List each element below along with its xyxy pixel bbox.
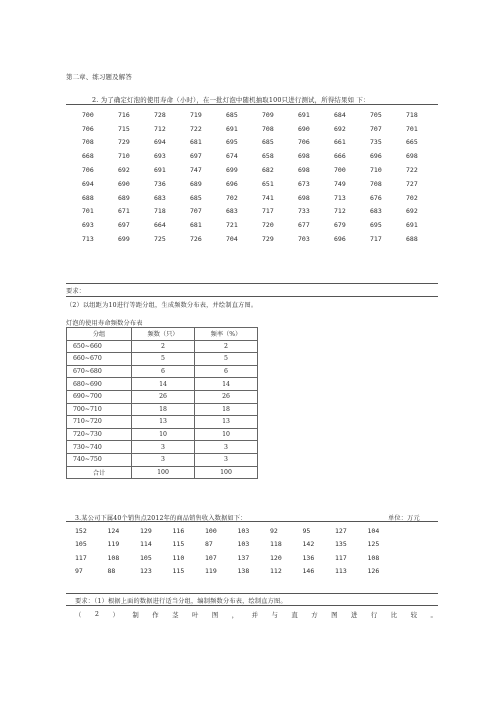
data-cell: 720 — [262, 221, 274, 230]
data-bottom-rule — [66, 283, 438, 284]
data-cell: 114 — [140, 540, 152, 549]
data-cell: 719 — [190, 110, 202, 119]
data-cell: 105 — [140, 553, 152, 562]
spread-char: 与 — [271, 611, 278, 619]
sales-data-row — [75, 538, 400, 552]
data-cell: 712 — [334, 207, 346, 216]
data-cell: 725 — [154, 235, 166, 244]
data-cell: 722 — [190, 124, 202, 133]
data-cell: 124 — [107, 526, 120, 535]
group-cell: 660~670 — [67, 353, 132, 366]
table-row — [67, 428, 258, 441]
data-cell: 694 — [82, 179, 94, 188]
data-cell: 747 — [190, 166, 202, 175]
data-cell: 706 — [82, 124, 94, 133]
data-cell: 152 — [75, 526, 87, 535]
table-row — [67, 441, 258, 454]
data-cell: 708 — [370, 179, 382, 188]
lifespan-data-row — [82, 232, 442, 246]
data-cell: 705 — [370, 110, 382, 119]
data-cell: 683 — [154, 193, 166, 202]
data-cell: 700 — [334, 166, 346, 175]
spread-char: 2 — [94, 610, 99, 618]
spread-char: （ — [75, 611, 82, 619]
data-cell: 692 — [118, 166, 130, 175]
sales-bottom-rule — [66, 593, 438, 594]
percent-cell: 10 — [195, 428, 258, 441]
data-cell: 676 — [370, 193, 382, 202]
data-cell: 689 — [190, 179, 202, 188]
data-cell: 684 — [334, 110, 346, 119]
data-cell: 693 — [82, 221, 94, 230]
question-2-subtask-2: （2）以组距为10进行等距分组，生成频数分布表，并绘制直方图。 — [66, 302, 258, 309]
lifespan-data-row — [82, 149, 442, 163]
data-cell: 727 — [406, 179, 418, 188]
data-cell: 741 — [262, 193, 274, 202]
data-cell: 119 — [107, 540, 120, 549]
data-cell: 115 — [172, 540, 185, 549]
data-cell: 688 — [82, 193, 94, 202]
spread-char: 比 — [390, 611, 398, 619]
data-cell: 100 — [205, 526, 217, 535]
data-cell: 733 — [298, 207, 310, 216]
data-cell: 681 — [190, 138, 202, 147]
data-cell: 673 — [298, 179, 310, 188]
data-cell: 716 — [118, 110, 130, 119]
data-cell: 95 — [302, 526, 311, 535]
lifespan-data-grid — [82, 108, 442, 246]
data-cell: 708 — [262, 124, 274, 133]
table-row — [67, 416, 258, 429]
data-cell: 749 — [334, 179, 346, 188]
data-cell: 664 — [154, 221, 166, 230]
data-cell: 693 — [154, 152, 166, 161]
data-cell: 696 — [334, 235, 346, 244]
lifespan-data-row — [82, 177, 442, 191]
requirement-label: 要求： — [66, 288, 86, 295]
data-cell: 701 — [82, 207, 94, 216]
data-cell: 696 — [226, 179, 238, 188]
requirement-rule — [66, 296, 438, 297]
header-percent: 频率（%） — [195, 328, 258, 341]
frequency-table-title: 灯泡的使用寿命频数分布表 — [66, 320, 143, 327]
data-cell: 117 — [335, 553, 347, 562]
data-cell: 138 — [237, 567, 250, 576]
data-cell: 698 — [298, 152, 310, 161]
data-cell: 142 — [302, 540, 315, 549]
total-label-cell: 合计 — [67, 466, 132, 479]
data-cell: 691 — [406, 221, 418, 230]
data-cell: 707 — [370, 124, 382, 133]
total-count-cell: 100 — [132, 466, 195, 479]
data-cell: 104 — [367, 526, 380, 535]
count-cell: 3 — [132, 441, 195, 454]
table-total-row — [67, 466, 258, 479]
data-cell: 119 — [205, 567, 217, 576]
table-row — [67, 340, 258, 353]
data-cell: 92 — [270, 526, 278, 535]
data-cell: 108 — [107, 553, 120, 562]
data-cell: 706 — [298, 138, 310, 147]
group-cell: 700~710 — [67, 403, 132, 416]
spread-char: 作 — [152, 611, 159, 619]
count-cell: 5 — [132, 353, 195, 366]
data-cell: 691 — [298, 110, 310, 119]
frequency-table — [66, 327, 258, 479]
data-cell: 699 — [226, 166, 238, 175]
question-3-subtask-2 — [75, 610, 437, 619]
data-cell: 736 — [154, 179, 166, 188]
lifespan-data-row — [82, 205, 442, 219]
data-cell: 137 — [237, 553, 250, 562]
data-cell: 682 — [262, 166, 274, 175]
unit-label: 单位：万元 — [388, 515, 420, 522]
data-cell: 135 — [335, 540, 347, 549]
group-cell: 710~720 — [67, 416, 132, 429]
data-cell: 692 — [406, 207, 418, 216]
lifespan-data-row — [82, 108, 442, 122]
table-row — [67, 453, 258, 466]
count-cell: 6 — [132, 365, 195, 378]
data-cell: 702 — [226, 193, 238, 202]
percent-cell: 13 — [195, 416, 258, 429]
data-cell: 712 — [154, 124, 166, 133]
data-cell: 717 — [262, 207, 274, 216]
data-cell: 685 — [262, 138, 274, 147]
data-cell: 129 — [140, 526, 152, 535]
spread-char: 方 — [311, 611, 318, 619]
percent-cell: 3 — [195, 453, 258, 466]
group-cell: 650~660 — [67, 340, 132, 353]
data-cell: 108 — [367, 553, 380, 562]
data-cell: 698 — [406, 152, 418, 161]
question-2-prompt: 2. 为了确定灯泡的使用寿命（小时），在一批灯泡中随机抽取100只进行测试，所得结果如 下： — [92, 96, 370, 104]
count-cell: 14 — [132, 378, 195, 391]
lifespan-data-row — [82, 218, 442, 232]
data-cell: 701 — [406, 124, 418, 133]
data-cell: 666 — [334, 152, 346, 161]
data-top-rule — [66, 104, 438, 105]
spread-char: 较 — [410, 611, 417, 619]
sales-data-row — [75, 524, 400, 538]
data-cell: 658 — [262, 152, 274, 161]
data-cell: 120 — [270, 553, 282, 562]
data-cell: 681 — [190, 221, 202, 230]
table-row — [67, 353, 258, 366]
spread-char: 。 — [430, 611, 437, 619]
sales-data-grid — [75, 524, 400, 578]
data-cell: 126 — [367, 567, 380, 576]
group-cell: 690~700 — [67, 390, 132, 403]
data-cell: 690 — [298, 124, 310, 133]
data-cell: 674 — [226, 152, 238, 161]
data-cell: 697 — [190, 152, 202, 161]
question-3-prompt: 3.某公司下属40个销售点2012年的商品销售收入数据如下： — [75, 515, 247, 522]
data-cell: 112 — [270, 567, 282, 576]
data-cell: 146 — [302, 567, 315, 576]
count-cell: 18 — [132, 403, 195, 416]
section-header: 第二章、练习题及解答 — [66, 73, 132, 81]
data-cell: 688 — [406, 235, 418, 244]
spread-char: 茎 — [172, 611, 179, 619]
spread-char: ） — [112, 611, 119, 619]
count-cell: 3 — [132, 453, 195, 466]
data-cell: 97 — [75, 567, 83, 576]
data-cell: 103 — [237, 540, 250, 549]
spread-char: 叶 — [191, 611, 199, 619]
data-cell: 690 — [118, 179, 130, 188]
frequency-table-header — [67, 328, 258, 341]
data-cell: 691 — [154, 166, 166, 175]
data-cell: 707 — [190, 207, 202, 216]
data-cell: 123 — [140, 567, 152, 576]
total-percent-cell: 100 — [195, 466, 258, 479]
data-cell: 717 — [370, 235, 382, 244]
data-cell: 677 — [298, 221, 310, 230]
percent-cell: 5 — [195, 353, 258, 366]
data-cell: 683 — [370, 207, 382, 216]
percent-cell: 3 — [195, 441, 258, 454]
data-cell: 115 — [172, 567, 185, 576]
group-cell: 680~690 — [67, 378, 132, 391]
sales-top-rule — [66, 521, 438, 522]
data-cell: 668 — [82, 152, 94, 161]
data-cell: 709 — [262, 110, 274, 119]
data-cell: 729 — [118, 138, 130, 147]
data-cell: 713 — [82, 235, 94, 244]
data-cell: 695 — [370, 221, 382, 230]
data-cell: 136 — [302, 553, 315, 562]
data-cell: 700 — [82, 110, 94, 119]
lifespan-data-row — [82, 122, 442, 136]
spread-char: 图 — [331, 611, 338, 619]
percent-cell: 18 — [195, 403, 258, 416]
data-cell: 125 — [367, 540, 380, 549]
data-cell: 685 — [226, 110, 238, 119]
data-cell: 671 — [118, 207, 130, 216]
spread-char: 图 — [211, 611, 219, 619]
sales-data-row — [75, 551, 400, 565]
data-cell: 696 — [370, 152, 382, 161]
data-cell: 691 — [226, 124, 238, 133]
data-cell: 702 — [406, 193, 418, 202]
data-cell: 665 — [406, 138, 418, 147]
requirement-2-rule — [66, 605, 438, 606]
data-cell: 710 — [118, 152, 130, 161]
data-cell: 103 — [237, 526, 250, 535]
data-cell: 105 — [75, 540, 87, 549]
lifespan-data-row — [82, 136, 442, 150]
data-cell: 728 — [154, 110, 166, 119]
data-cell: 117 — [75, 553, 87, 562]
data-cell: 88 — [107, 567, 116, 576]
data-cell: 718 — [406, 110, 418, 119]
data-cell: 679 — [334, 221, 346, 230]
count-cell: 2 — [132, 340, 195, 353]
data-cell: 698 — [298, 193, 310, 202]
data-cell: 685 — [190, 193, 202, 202]
percent-cell: 2 — [195, 340, 258, 353]
data-cell: 110 — [172, 553, 185, 562]
group-cell: 670~680 — [67, 365, 132, 378]
data-cell: 726 — [190, 235, 202, 244]
spread-char: ， — [231, 611, 239, 619]
spread-char: 制 — [132, 611, 139, 619]
table-row — [67, 378, 258, 391]
data-cell: 715 — [118, 124, 130, 133]
group-cell: 720~730 — [67, 428, 132, 441]
data-cell: 127 — [335, 526, 347, 535]
data-cell: 718 — [154, 207, 166, 216]
data-cell: 87 — [205, 540, 213, 549]
data-cell: 699 — [118, 235, 130, 244]
data-cell: 710 — [370, 166, 382, 175]
data-cell: 694 — [154, 138, 166, 147]
spread-char: 进 — [350, 611, 358, 619]
data-cell: 729 — [262, 235, 274, 244]
spread-char: 并 — [251, 611, 258, 619]
data-cell: 692 — [334, 124, 346, 133]
sales-data-row — [75, 565, 400, 579]
count-cell: 13 — [132, 416, 195, 429]
data-cell: 661 — [334, 138, 346, 147]
percent-cell: 14 — [195, 378, 258, 391]
group-cell: 740~750 — [67, 453, 132, 466]
data-cell: 703 — [298, 235, 310, 244]
data-cell: 697 — [118, 221, 130, 230]
header-count: 频数（只） — [132, 328, 195, 341]
question-3-requirement: 要求：（1）根据上面的数据进行适当分组，编制频数分布表，绘制直方图。 — [75, 598, 287, 605]
lifespan-data-row — [82, 191, 442, 205]
count-cell: 26 — [132, 390, 195, 403]
lifespan-data-row — [82, 163, 442, 177]
table-row — [67, 365, 258, 378]
group-cell: 730~740 — [67, 441, 132, 454]
table-row — [67, 390, 258, 403]
table-row — [67, 403, 258, 416]
count-cell: 10 — [132, 428, 195, 441]
header-group: 分组 — [67, 328, 132, 341]
data-cell: 722 — [406, 166, 418, 175]
data-cell: 651 — [262, 179, 274, 188]
data-cell: 735 — [370, 138, 382, 147]
data-cell: 698 — [298, 166, 310, 175]
spread-char: 直 — [291, 611, 298, 619]
data-cell: 695 — [226, 138, 238, 147]
data-cell: 683 — [226, 207, 238, 216]
data-cell: 116 — [172, 526, 185, 535]
data-cell: 708 — [82, 138, 94, 147]
data-cell: 107 — [205, 553, 217, 562]
data-cell: 713 — [334, 193, 346, 202]
percent-cell: 6 — [195, 365, 258, 378]
data-cell: 704 — [226, 235, 238, 244]
data-cell: 721 — [226, 221, 238, 230]
spread-char: 行 — [370, 611, 378, 619]
data-cell: 689 — [118, 193, 130, 202]
percent-cell: 26 — [195, 390, 258, 403]
data-cell: 118 — [270, 540, 282, 549]
data-cell: 113 — [335, 567, 347, 576]
data-cell: 706 — [82, 166, 94, 175]
